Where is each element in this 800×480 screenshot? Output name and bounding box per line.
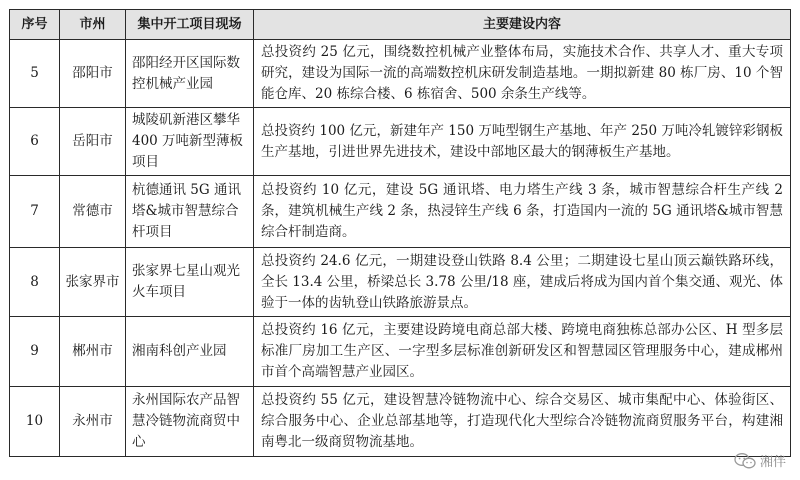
header-city: 市州 <box>60 10 126 40</box>
row-content: 总投资约 55 亿元，建设智慧冷链物流中心、综合交易区、城市集配中心、体验街区、综合服务中心、企业总部基地等，打造现代化大型综合冷链物流商贸服务平台，构建湘南粤北一级商贸物流基地。 <box>254 387 791 457</box>
row-project: 邵阳经开区国际数控机械产业园 <box>126 40 254 108</box>
row-serial: 7 <box>10 176 60 248</box>
row-serial: 6 <box>10 108 60 176</box>
row-city: 张家界市 <box>60 248 126 317</box>
table-header-row <box>10 10 791 40</box>
row-content: 总投资约 25 亿元，围绕数控机械产业整体布局，实施技术合作、共享人才、重大专项研究，建设为国际一流的高端数控机床研发制造基地。一期拟新建 80 栋厂房、10 个智能仓库、20 栋综合楼、6 栋宿舍、500 余条生产线等。 <box>254 40 791 108</box>
row-project: 张家界七星山观光火车项目 <box>126 248 254 317</box>
project-table-container <box>9 9 791 457</box>
table-row <box>10 176 791 248</box>
row-city: 常德市 <box>60 176 126 248</box>
row-city: 邵阳市 <box>60 40 126 108</box>
table-row <box>10 108 791 176</box>
row-content: 总投资约 100 亿元，新建年产 150 万吨型钢生产基地、年产 250 万吨冷轧镀锌彩钢板生产基地，引进世界先进技术，建设中部地区最大的钢薄板生产基地。 <box>254 108 791 176</box>
row-serial: 8 <box>10 248 60 317</box>
row-city: 永州市 <box>60 387 126 457</box>
row-project: 城陵矶新港区攀华 400 万吨新型薄板项目 <box>126 108 254 176</box>
header-project: 集中开工项目现场 <box>126 10 254 40</box>
row-project: 杭德通讯 5G 通讯塔&城市智慧综合杆项目 <box>126 176 254 248</box>
table-row <box>10 387 791 457</box>
row-project: 湘南科创产业园 <box>126 317 254 387</box>
row-serial: 5 <box>10 40 60 108</box>
row-serial: 9 <box>10 317 60 387</box>
row-content: 总投资约 24.6 亿元，一期建设登山铁路 8.4 公里；二期建设七星山顶云巅铁路环线，全长 13.4 公里，桥梁总长 3.78 公里/18 座，建成后将成为国内首个集交通、观光、体验于一体的齿轨登山铁路旅游景点。 <box>254 248 791 317</box>
table-row <box>10 248 791 317</box>
header-serial: 序号 <box>10 10 60 40</box>
row-city: 岳阳市 <box>60 108 126 176</box>
row-serial: 10 <box>10 387 60 457</box>
watermark <box>734 451 786 470</box>
row-content: 总投资约 10 亿元，建设 5G 通讯塔、电力塔生产线 3 条，城市智慧综合杆生产线 2 条，建筑机械生产线 2 条，热浸锌生产线 6 条，打造国内一流的 5G 通讯塔&城市智慧综合杆制造商。 <box>254 176 791 248</box>
row-content: 总投资约 16 亿元，主要建设跨境电商总部大楼、跨境电商独栋总部办公区、H 型多层标准厂房加工生产区、一字型多层标准创新研发区和智慧园区管理服务中心，建成郴州市首个高端智慧产业园区。 <box>254 317 791 387</box>
table-row <box>10 40 791 108</box>
row-city: 郴州市 <box>60 317 126 387</box>
header-content: 主要建设内容 <box>254 10 791 40</box>
table-row <box>10 317 791 387</box>
watermark-text: 湘伴 <box>759 455 786 470</box>
row-project: 永州国际农产品智慧冷链物流商贸中心 <box>126 387 254 457</box>
wechat-icon <box>734 452 756 470</box>
projects-table <box>9 9 791 457</box>
